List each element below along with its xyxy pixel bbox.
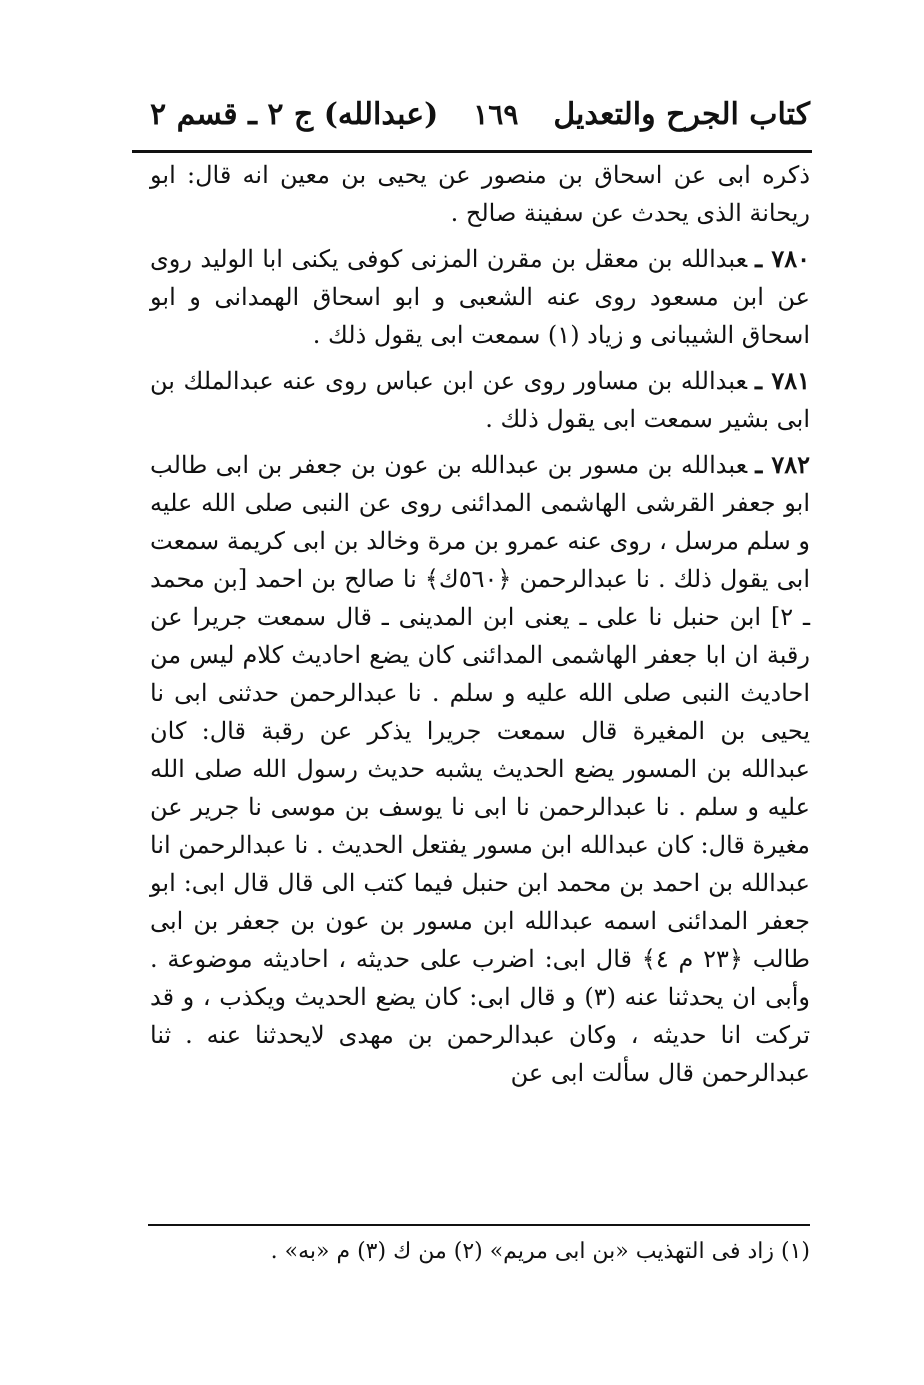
page-number: ١٦٩ bbox=[473, 97, 519, 131]
running-title: كتاب الجرح والتعديل bbox=[553, 96, 810, 132]
entry-text: عبدالله بن معقل بن مقرن المزنى كوفى يكنى ابا الوليد روى عن ابن مسعود روى عنه الشعبى و ابو اسحاق الهمدانى و ابو اسحاق الشيبانى و زياد (١) سمعت ابى يقول ذلك . bbox=[150, 245, 810, 349]
entry-782 bbox=[150, 446, 810, 1092]
entry-text: عبدالله بن مساور روى عن ابن عباس روى عنه عبدالملك بن ابى بشير سمعت ابى يقول ذلك . bbox=[150, 367, 810, 433]
page-body bbox=[150, 156, 810, 1100]
entry-781 bbox=[150, 362, 810, 438]
entry-number: ٧٨٢ ـ bbox=[755, 450, 811, 479]
footnote: (١) زاد فى التهذيب «بن ابى مريم» (٢) من ك (٣) م «به» . bbox=[270, 1239, 810, 1264]
entry-continuation bbox=[150, 156, 810, 232]
entry-number: ٧٨١ ـ bbox=[755, 366, 810, 395]
entry-780 bbox=[150, 240, 810, 354]
entry-number: ٧٨٠ ـ bbox=[755, 244, 811, 273]
entry-text: ذكره ابى عن اسحاق بن منصور عن يحيى بن معين انه قال: ابو ريحانة الذى يحدث عن سفينة صالح . bbox=[150, 161, 810, 227]
header-rule bbox=[132, 150, 812, 153]
section-label: (عبدالله) ج ٢ ـ قسم ٢ bbox=[150, 96, 439, 132]
footnote-rule bbox=[148, 1224, 810, 1226]
page-header bbox=[150, 90, 810, 138]
entry-text: عبدالله بن مسور بن عبدالله بن عون بن جعفر بن ابى طالب ابو جعفر القرشى الهاشمى المدائنى روى عن النبى صلى الله عليه و سلم مرسل ، روى عنه عمرو بن مرة وخالد بن ابى كريمة سمعت ابى يقول ذلك . نا عبدالرحمن ﴿٥٦٠ك﴾ نا صالح بن احمد [بن محمد ـ ٢] ابن حنبل نا على ـ يعنى ابن المدينى ـ قال سمعت جريرا عن رقبة ان ابا جعفر الهاشمى المدائنى كان يضع احاديث كلام ليس من احاديث النبى صلى الله عليه و سلم . نا عبدالرحمن حدثنى ابى نا يحيى بن المغيرة قال سمعت جريرا يذكر عن رقبة قال: كان عبدالله بن المسور يضع الحديث يشبه حديث رسول الله صلى الله عليه و سلم . نا عبدالرحمن نا ابى نا يوسف بن موسى نا جرير عن مغيرة قال: كان عبدالله ابن مسور يفتعل الحديث . نا عبدالرحمن انا عبدالله بن احمد بن محمد ابن حنبل فيما كتب الى قال قال ابى: ابو جعفر المدائنى اسمه عبدالله ابن مسور بن عون بن جعفر بن ابى طالب ﴿٢٣ م ٤﴾ قال ابى: اضرب على حديثه ، احاديثه موضوعة . وأبى ان يحدثنا عنه (٣) و قال ابى: كان يضع الحديث ويكذب ، و قد تركت انا حديثه ، وكان عبدالرحمن بن مهدى لايحدثنا عنه . ثنا عبدالرحمن قال سألت ابى عن bbox=[150, 451, 811, 1087]
